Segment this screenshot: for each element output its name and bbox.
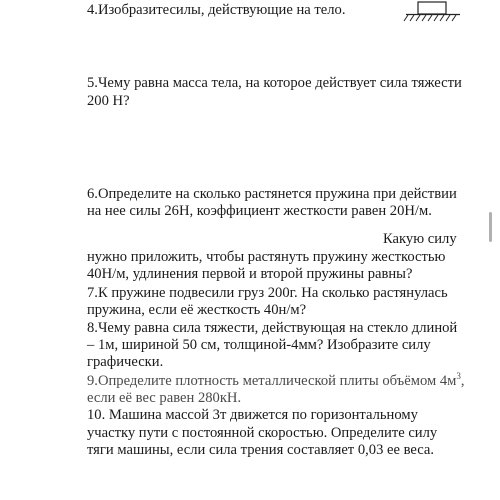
question-10-line-3: тяги машины, если сила трения составляет 0,03 ее веса. — [87, 442, 435, 458]
question-5-line-1: 5.Чему равна масса тела, на которое действует сила тяжести — [87, 75, 462, 91]
question-6-line-3: Какую силу — [383, 231, 457, 247]
question-10-line-1: 10. Машина массой 3т движется по горизонтальному — [87, 407, 418, 423]
question-4: 4.Изобразитесилы, действующие на тело. — [87, 2, 346, 18]
question-9-line-2: если её вес равен 280кН. — [87, 390, 242, 406]
question-6-line-1: 6.Определите на сколько растянется пружина при действии — [87, 186, 457, 202]
question-5-line-2: 200 Н? — [87, 93, 130, 109]
question-7-line-2: пружина, если её жесткость 40н/м? — [87, 302, 307, 318]
question-8-line-1: 8.Чему равна сила тяжести, действующая на стекло длиной — [87, 320, 458, 336]
scrollbar[interactable] — [489, 212, 492, 242]
question-9-line-1 — [87, 373, 465, 390]
question-8-line-3: графически. — [87, 354, 164, 370]
question-9-text: 9.Определите плотность металлической плиты объёмом 4м — [87, 373, 457, 389]
question-8-line-2: – 1м, шириной 50 см, толщиной-4мм? Изобразите силу — [87, 337, 431, 353]
cubic-superscript: 3 — [456, 371, 461, 382]
question-10-line-2: участку пути с постоянной скоростью. Определите силу — [87, 425, 438, 441]
question-6-line-2: на нее силы 26Н, коэффициент жесткости равен 20Н/м. — [87, 203, 432, 219]
question-7-line-1: 7.К пружине подвесили груз 200г. На сколько растянулась — [87, 285, 448, 301]
block-on-surface-icon — [402, 0, 462, 24]
question-9-comma: , — [460, 373, 465, 389]
question-6-line-5: 40Н/м, удлинения первой и второй пружины равны? — [87, 266, 413, 282]
question-6-line-4: нужно приложить, чтобы растянуть пружину жесткостью — [87, 249, 446, 265]
